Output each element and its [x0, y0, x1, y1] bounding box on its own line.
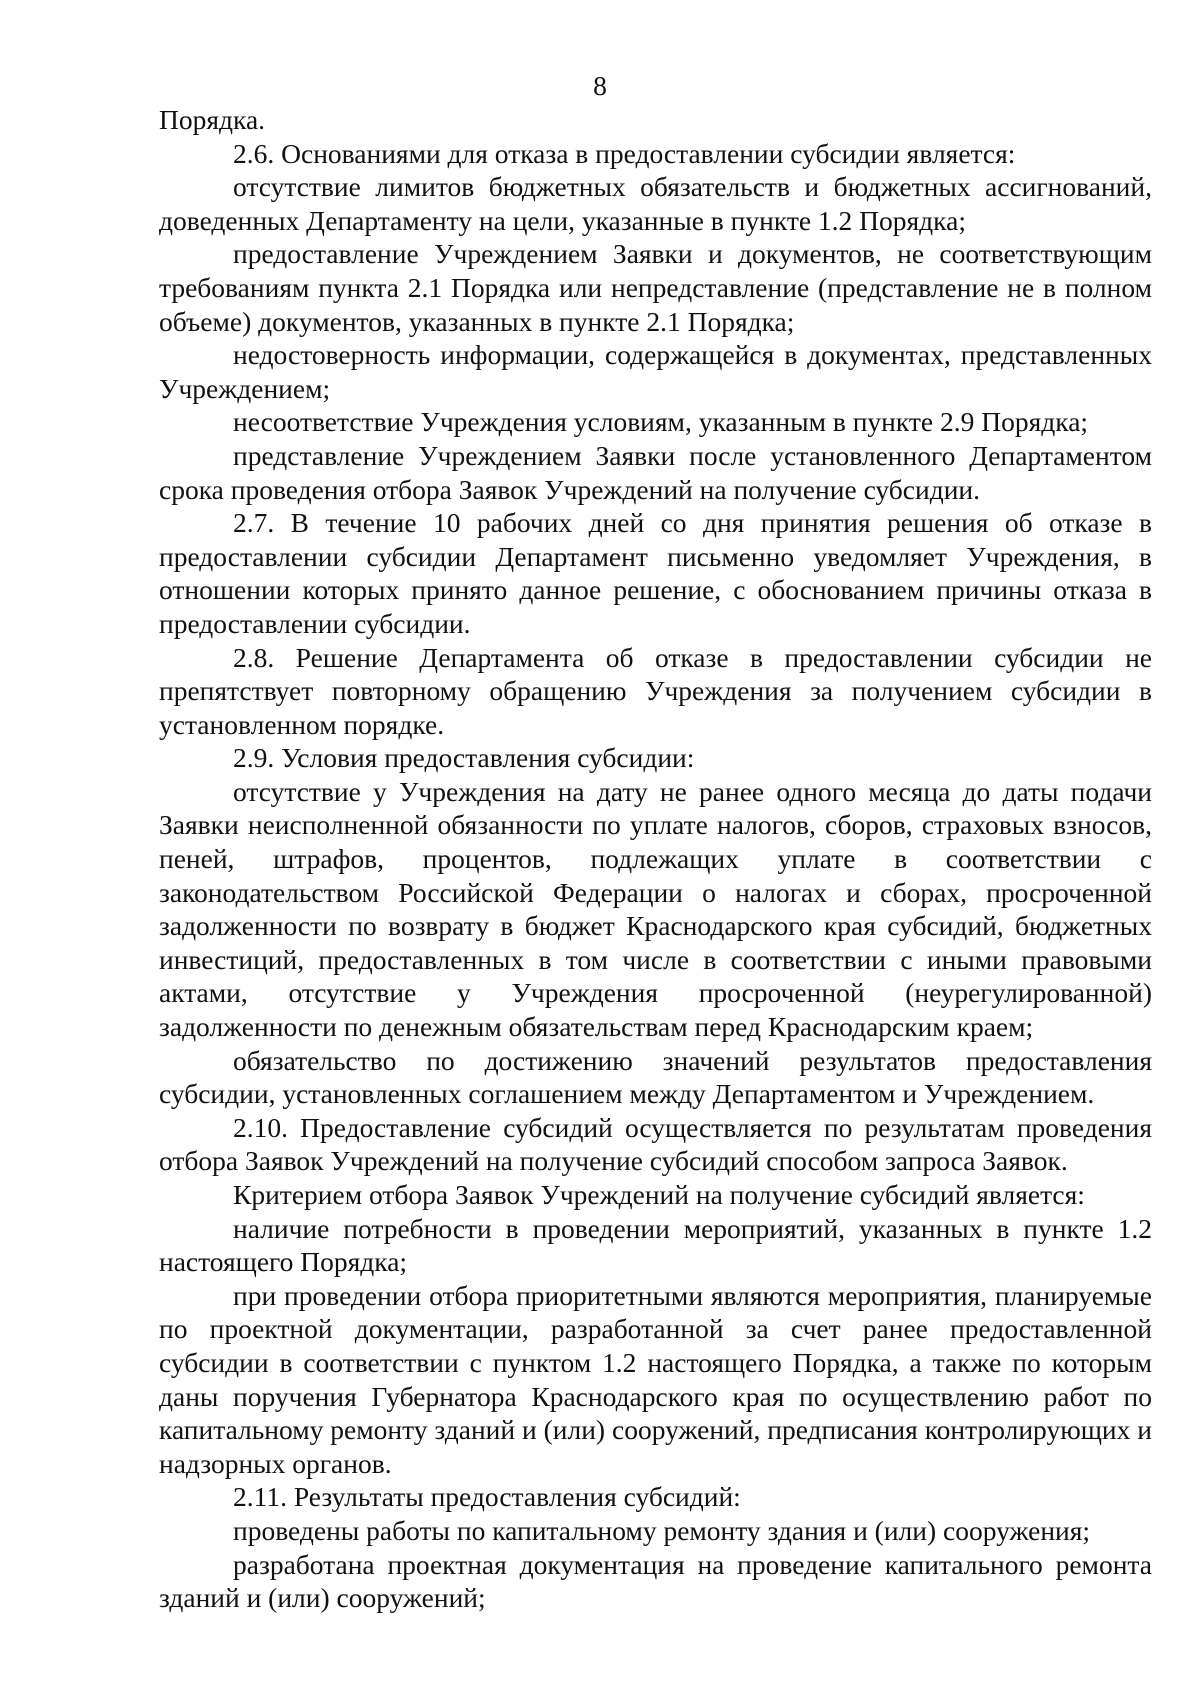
page-number: 8	[593, 70, 607, 101]
paragraph: 2.6. Основаниями для отказа в предоставлении субсидии является:	[233, 137, 1016, 169]
paragraph: Критерием отбора Заявок Учреждений на получение субсидий является:	[233, 1179, 1085, 1210]
paragraph: представление Учреждением Заявки после установленного Департаментом срока проведения отбора Заявок Учреждений на получение субсидии.	[159, 439, 1152, 505]
paragraph: 2.7. В течение 10 рабочих дней со дня принятия решения об отказе в предоставлении субсидии Департамент письменно уведомляет Учреждения, в отношении которых принято данное решение, с обоснованием причины отказа в предоставлении субсидии.	[159, 507, 1152, 639]
paragraph: 2.9. Условия предоставления субсидии:	[233, 742, 695, 774]
paragraph: отсутствие у Учреждения на дату не ранее одного месяца до даты подачи Заявки неисполненной обязанности по уплате налогов, сборов, страховых взносов, пеней, штрафов, процентов, подлежащих уплате в соответствии с законодательством Российской Федерации о налогах и сборах, просроченной задолженности по возврату в бюджет Краснодарского края субсидий, бюджетных инвестиций, предоставленных в том числе в соответствии с иными правовыми актами, отсутствие у Учреждения просроченной (неурегулированной) задолженности по денежным обязательствам перед Краснодарским краем;	[159, 775, 1152, 1043]
paragraph: отсутствие лимитов бюджетных обязательств и бюджетных ассигнований, доведенных Департаменту на цели, указанные в пункте 1.2 Порядка;	[159, 171, 1152, 236]
paragraph: проведены работы по капитальному ремонту здания и (или) сооружения;	[233, 1514, 1091, 1546]
paragraph: при проведении отбора приоритетными являются мероприятия, планируемые по проектной документации, разработанной за счет ранее предоставленной субсидии в соответствии с пунктом 1.2 настоящего Порядка, а также по которым даны поручения Губернатора Краснодарского края по осуществлению работ по капитальному ремонту зданий и (или) сооружений, предписания контролирующих и надзорных органов.	[159, 1279, 1152, 1479]
document-body	[159, 103, 1152, 1615]
paragraph: обязательство по достижению значений результатов предоставления субсидии, установленных соглашением между Департаментом и Учреждением.	[159, 1044, 1152, 1110]
paragraph: Порядка.	[159, 104, 266, 135]
paragraph: предоставление Учреждением Заявки и документов, не соответствующим требованиям пункта 2.1 Порядка или непредставление (представление не в полном объеме) документов, указанных в пункте 2.1 Порядка;	[159, 238, 1152, 337]
paragraph: наличие потребности в проведении мероприятий, указанных в пункте 1.2 настоящего Порядка;	[159, 1212, 1152, 1278]
paragraph: разработана проектная документация на проведение капитального ремонта зданий и (или) сооружений;	[159, 1548, 1152, 1614]
paragraph: недостоверность информации, содержащейся в документах, представленных Учреждением;	[159, 339, 1152, 404]
paragraph: 2.11. Результаты предоставления субсидий:	[233, 1481, 741, 1513]
paragraph: 2.8. Решение Департамента об отказе в предоставлении субсидии не препятствует повторному обращению Учреждения за получением субсидии в установленном порядке.	[159, 641, 1152, 740]
paragraph: 2.10. Предоставление субсидий осуществляется по результатам проведения отбора Заявок Учреждений на получение субсидий способом запроса Заявок.	[159, 1111, 1152, 1177]
paragraph: несоответствие Учреждения условиям, указанным в пункте 2.9 Порядка;	[233, 406, 1089, 438]
